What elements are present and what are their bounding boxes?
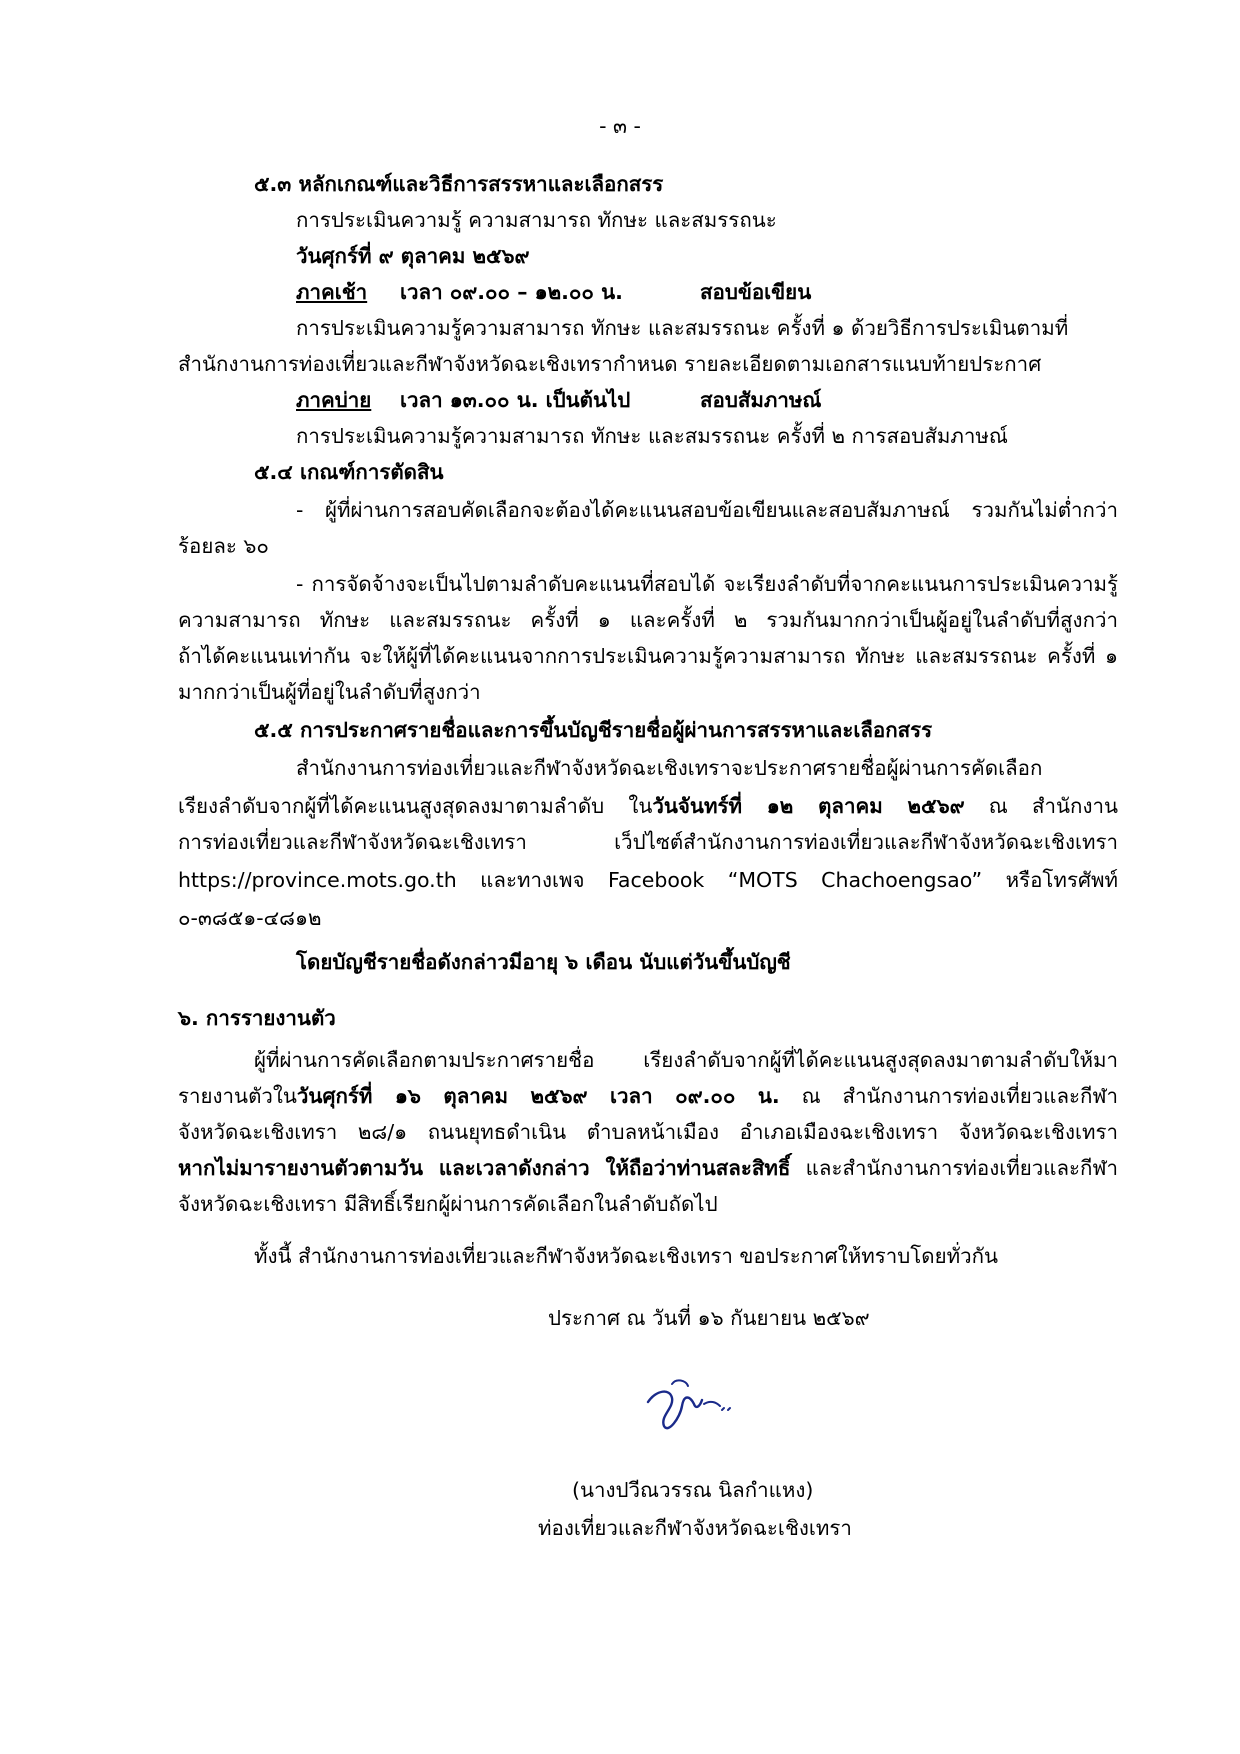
section-6-heading: ๖. การรายงานตัว [178, 1006, 336, 1030]
exam-date: วันศุกร์ที่ ๙ ตุลาคม ๒๕๖๙ [296, 244, 530, 268]
report-line5: จังหวัดฉะเชิงเทรา มีสิทธิ์เรียกผู้ผ่านการคัดเลือกในลำดับถัดไป [178, 1192, 718, 1216]
section-5-3-heading: ๕.๓ หลักเกณฑ์และวิธีการสรรหาและเลือกสรร [254, 172, 664, 196]
report-line4-b: และสำนักงานการท่องเที่ยวและกีฬา [790, 1156, 1118, 1180]
announce-date-line: ประกาศ ณ วันที่ ๑๖ กันยายน ๒๕๖๙ [548, 1306, 870, 1330]
criteria-p2-line3: ถ้าได้คะแนนเท่ากัน จะให้ผู้ที่ได้คะแนนจากการประเมินความรู้ความสามารถ ทักษะ และสมรรถนะ ครั้งที่ ๑ [178, 644, 1118, 668]
afternoon-label: ภาคบ่าย [296, 388, 372, 412]
announce-line2-c: ณ สำนักงาน [964, 794, 1118, 818]
page-number: - ๓ - [599, 114, 641, 138]
afternoon-schedule [296, 382, 821, 418]
morning-time: เวลา ๐๙.๐๐ – ๑๒.๐๐ น. [400, 280, 623, 304]
criteria-p2-line2: ความสามารถ ทักษะ และสมรรถนะ ครั้งที่ ๑ และครั้งที่ ๒ รวมกันมากกว่าเป็นผู้อยู่ในลำดับที่สูงกว่า [178, 608, 1118, 632]
morning-desc-1: การประเมินความรู้ความสามารถ ทักษะ และสมรรถนะ ครั้งที่ ๑ ด้วยวิธีการประเมินตามที่ [296, 316, 1069, 340]
announce-phone: ๐-๓๘๕๑-๔๘๑๒ [178, 906, 322, 930]
criteria-p1-line1: - ผู้ที่ผ่านการสอบคัดเลือกจะต้องได้คะแนนสอบข้อเขียนและสอบสัมภาษณ์ รวมกันไม่ต่ำกว่า [296, 498, 1118, 522]
assessment-line: การประเมินความรู้ ความสามารถ ทักษะ และสมรรถนะ [296, 208, 777, 232]
signer-name: (นางปวีณวรรณ นิลกำแหง) [572, 1478, 814, 1502]
afternoon-desc: การประเมินความรู้ความสามารถ ทักษะ และสมรรถนะ ครั้งที่ ๒ การสอบสัมภาษณ์ [296, 424, 1008, 448]
report-line2-c: ณ สำนักงานการท่องเที่ยวและกีฬา [779, 1084, 1118, 1108]
morning-label: ภาคเช้า [296, 280, 368, 304]
announce-date: วันจันทร์ที่ ๑๒ ตุลาคม ๒๕๖๙ [652, 794, 965, 818]
criteria-p1-line2: ร้อยละ ๖๐ [178, 534, 269, 558]
afternoon-time: เวลา ๑๓.๐๐ น. เป็นต้นไป [400, 388, 631, 412]
announce-line1: สำนักงานการท่องเที่ยวและกีฬาจังหวัดฉะเชิงเทราจะประกาศรายชื่อผู้ผ่านการคัดเลือก [296, 756, 1043, 780]
report-line2-a: รายงานตัวใน [178, 1084, 297, 1108]
criteria-p2-line1: - การจัดจ้างจะเป็นไปตามลำดับคะแนนที่สอบได้ จะเรียงลำดับที่จากคะแนนการประเมินความรู้ [296, 572, 1118, 596]
signer-title: ท่องเที่ยวและกีฬาจังหวัดฉะเชิงเทรา [538, 1516, 852, 1540]
announce-line2-a: เรียงลำดับจากผู้ที่ได้คะแนนสูงสุดลงมาตามลำดับ ใน [178, 794, 653, 818]
report-line1: ผู้ที่ผ่านการคัดเลือกตามประกาศรายชื่อ เรียงลำดับจากผู้ที่ได้คะแนนสูงสุดลงมาตามลำดับให้มา [254, 1048, 1118, 1072]
report-line2 [178, 1078, 1118, 1114]
closing-statement: ทั้งนี้ สำนักงานการท่องเที่ยวและกีฬาจังหวัดฉะเชิงเทรา ขอประกาศให้ทราบโดยทั่วกัน [254, 1244, 999, 1268]
report-forfeit: หากไม่มารายงานตัวตามวัน และเวลาดังกล่าว ให้ถือว่าท่านสละสิทธิ์ [178, 1156, 791, 1180]
announce-line2 [178, 788, 1118, 824]
report-line3: จังหวัดฉะเชิงเทรา ๒๘/๑ ถนนยุทธดำเนิน ตำบลหน้าเมือง อำเภอเมืองฉะเชิงเทรา จังหวัดฉะเชิงเทรา [178, 1120, 1118, 1144]
announce-line3: การท่องเที่ยวและกีฬาจังหวัดฉะเชิงเทรา เว็ปไซต์สำนักงานการท่องเที่ยวและกีฬาจังหวัดฉะเชิงเทรา [178, 830, 1118, 854]
section-5-4-heading: ๕.๔ เกณฑ์การตัดสิน [254, 460, 444, 484]
afternoon-exam: สอบสัมภาษณ์ [700, 388, 822, 412]
criteria-p2-line4: มากกว่าเป็นผู้ที่อยู่ในลำดับที่สูงกว่า [178, 680, 481, 704]
section-5-5-heading: ๕.๕ การประกาศรายชื่อและการขึ้นบัญชีรายชื่อผู้ผ่านการสรรหาและเลือกสรร [254, 718, 933, 742]
report-line4 [178, 1150, 1118, 1186]
morning-schedule [296, 274, 811, 310]
signature-image [636, 1370, 756, 1440]
morning-exam: สอบข้อเขียน [700, 280, 812, 304]
report-date: วันศุกร์ที่ ๑๖ ตุลาคม ๒๕๖๙ เวลา ๐๙.๐๐ น. [296, 1084, 780, 1108]
morning-desc-2: สำนักงานการท่องเที่ยวและกีฬาจังหวัดฉะเชิงเทรากำหนด รายละเอียดตามเอกสารแนบท้ายประกาศ [178, 352, 1042, 376]
announce-line4: https://province.mots.go.th และทางเพจ Facebook “MOTS Chachoengsao” หรือโทรศัพท์ [178, 868, 1118, 892]
list-validity: โดยบัญชีรายชื่อดังกล่าวมีอายุ ๖ เดือน นับแต่วันขึ้นบัญชี [296, 950, 791, 974]
